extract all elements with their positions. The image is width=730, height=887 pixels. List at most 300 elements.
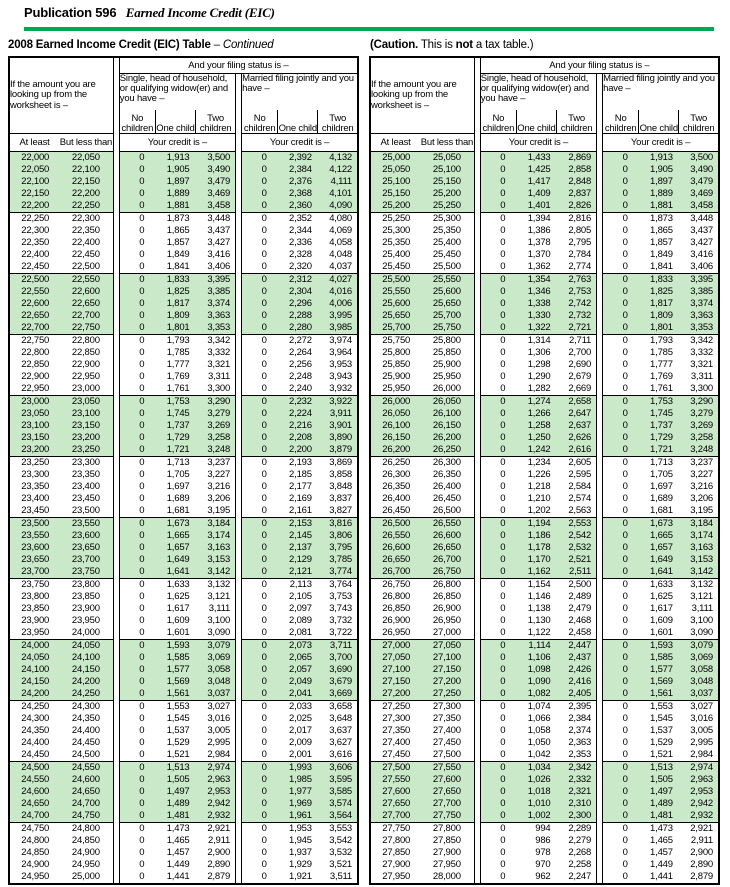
table-row: [370, 505, 719, 518]
table-row: [370, 286, 719, 298]
table-cell: 0: [261, 591, 267, 602]
table-cell: 0: [480, 274, 516, 287]
table-row: [9, 835, 358, 847]
table-row: [9, 871, 358, 884]
table-cell: 0: [603, 505, 639, 518]
table-cell: 1,721: [155, 444, 195, 457]
table-row: [370, 530, 719, 542]
table-cell: 1,681: [155, 505, 195, 518]
table-cell: 3,132: [690, 579, 713, 590]
table-cell: 0: [261, 579, 267, 590]
table-row: [9, 176, 358, 188]
table-cell: 2,001: [278, 749, 318, 762]
table-cell: 27,200: [420, 676, 474, 688]
table-cell: 25,300: [432, 213, 461, 224]
table-cell: 2,911: [208, 835, 231, 846]
table-cell: 0: [119, 505, 155, 518]
table-cell: 26,350: [382, 481, 411, 492]
table-cell: 25,200: [420, 188, 474, 200]
table-cell: 0: [480, 408, 516, 420]
table-cell: 1,849: [166, 249, 190, 260]
table-cell: 1,130: [527, 615, 551, 626]
table-cell: 2,129: [278, 554, 318, 566]
table-cell: 2,216: [278, 420, 318, 432]
table-cell: 26,400: [382, 493, 411, 504]
table-cell: 1,106: [516, 652, 556, 664]
table-cell: 27,100: [370, 664, 420, 676]
table-cell: 22,000: [9, 152, 59, 165]
table-cell: 0: [119, 652, 155, 664]
table-cell: 0: [603, 664, 639, 676]
table-cell: 23,750: [59, 566, 113, 579]
table-cell: 23,550: [9, 530, 59, 542]
table-cell: 2,616: [557, 444, 597, 457]
table-cell: 26,800: [432, 579, 461, 590]
table-cell: 3,216: [690, 481, 713, 492]
table-cell: 1,553: [650, 701, 673, 712]
table-cell: 3,690: [318, 664, 358, 676]
table-cell: 1,585: [639, 652, 679, 664]
table-cell: 26,950: [370, 627, 420, 640]
table-cell: 3,016: [690, 713, 713, 724]
table-cell: 2,320: [278, 261, 318, 274]
table-cell: 1,881: [155, 200, 195, 213]
table-cell: 2,073: [278, 640, 318, 653]
table-cell: 3,669: [318, 688, 358, 701]
table-row: [9, 420, 358, 432]
table-cell: 1,489: [155, 798, 195, 810]
table-cell: 0: [261, 469, 267, 480]
table-cell: 0: [242, 505, 278, 518]
table-cell: 3,890: [318, 432, 358, 444]
eic-table-right: [369, 56, 720, 885]
table-cell: 23,700: [9, 566, 59, 579]
table-cell: 1,577: [639, 664, 679, 676]
table-cell: 0: [119, 810, 155, 823]
table-cell: 1,401: [516, 200, 556, 213]
table-cell: 3,511: [318, 871, 358, 884]
table-cell: 3,437: [207, 225, 231, 236]
table-cell: 2,521: [557, 554, 597, 566]
table-cell: 3,553: [329, 823, 352, 834]
one-child-header: One child: [516, 110, 556, 134]
table-row: [9, 335, 358, 348]
table-cell: 1,713: [650, 457, 673, 468]
table-cell: 0: [139, 713, 145, 724]
table-cell: 2,690: [568, 359, 592, 370]
table-row: [370, 298, 719, 310]
table-cell: 2,879: [196, 871, 236, 884]
table-cell: 3,901: [318, 420, 358, 432]
table-cell: 2,304: [278, 286, 318, 298]
table-cell: 27,700: [420, 798, 474, 810]
table-cell: 2,426: [557, 664, 597, 676]
table-cell: 3,574: [318, 798, 358, 810]
table-cell: 0: [139, 603, 145, 614]
table-cell: 0: [119, 420, 155, 432]
table-cell: 27,300: [382, 713, 411, 724]
table-cell: 2,384: [568, 713, 592, 724]
table-cell: 0: [119, 518, 155, 531]
table-cell: 1,090: [516, 676, 556, 688]
table-cell: 3,184: [679, 518, 719, 531]
table-cell: 26,250: [420, 444, 474, 457]
your-credit-label: Your credit is –: [480, 134, 596, 152]
table-row: [9, 359, 358, 371]
table-cell: 27,350: [382, 725, 411, 736]
table-cell: 1,993: [278, 762, 318, 775]
table-cell: 1,641: [155, 566, 195, 579]
table-cell: 1,505: [639, 774, 679, 786]
table-cell: 25,500: [420, 261, 474, 274]
caution-label: (Caution.: [370, 39, 419, 51]
table-cell: 2,974: [679, 762, 719, 775]
table-cell: 0: [139, 347, 145, 358]
table-cell: 0: [119, 152, 155, 165]
table-cell: 0: [603, 261, 639, 274]
table-cell: 1,729: [639, 432, 679, 444]
table-row: [9, 627, 358, 640]
table-cell: 25,950: [432, 371, 461, 382]
table-row: [9, 713, 358, 725]
table-row: [9, 701, 358, 714]
table-cell: 1,641: [639, 566, 679, 579]
table-row: [370, 591, 719, 603]
table-cell: 27,650: [370, 798, 420, 810]
table-cell: 1,617: [166, 603, 190, 614]
table-cell: 2,584: [568, 481, 592, 492]
table-cell: 1,194: [516, 518, 556, 531]
table-cell: 27,850: [382, 847, 411, 858]
table-cell: 3,932: [318, 383, 358, 396]
table-cell: 1,745: [639, 408, 679, 420]
table-cell: 2,097: [289, 603, 312, 614]
table-cell: 4,058: [329, 237, 352, 248]
table-cell: 3,469: [196, 188, 236, 200]
table-cell: 1,825: [155, 286, 195, 298]
table-cell: 1,825: [639, 286, 679, 298]
table-cell: 1,274: [516, 396, 556, 409]
table-cell: 0: [500, 579, 506, 590]
table-cell: 1,457: [166, 847, 190, 858]
table-cell: 1,769: [166, 371, 190, 382]
table-cell: 3,869: [329, 457, 352, 468]
table-cell: 0: [261, 213, 267, 224]
table-cell: 0: [622, 603, 628, 614]
table-cell: 3,911: [318, 408, 358, 420]
table-cell: 1,785: [166, 347, 190, 358]
table-row: [370, 225, 719, 237]
table-cell: 2,009: [289, 737, 312, 748]
table-cell: 25,000: [59, 871, 113, 884]
table-cell: 0: [119, 688, 155, 701]
caution-end: a tax table.): [472, 39, 534, 51]
table-cell: 1,330: [516, 310, 556, 322]
table-cell: 0: [261, 835, 267, 846]
table-cell: 0: [480, 786, 516, 798]
table-cell: 24,650: [59, 786, 113, 798]
table-cell: 2,247: [557, 871, 597, 884]
table-cell: 3,237: [690, 457, 713, 468]
table-row: [9, 762, 358, 775]
table-cell: 2,816: [568, 213, 592, 224]
table-cell: 2,360: [278, 200, 318, 213]
table-cell: 1,338: [516, 298, 556, 310]
table-cell: 3,995: [318, 310, 358, 322]
table-cell: 2,089: [289, 615, 312, 626]
table-row: [370, 274, 719, 287]
table-cell: 3,121: [207, 591, 231, 602]
table-row: [370, 432, 719, 444]
table-cell: 3,427: [690, 237, 713, 248]
table-cell: 3,058: [679, 664, 719, 676]
but-less-than-header: But less than: [420, 134, 474, 152]
table-cell: 0: [242, 261, 278, 274]
table-cell: 22,100: [9, 176, 59, 188]
table-cell: 2,025: [289, 713, 312, 724]
table-cell: 24,600: [9, 786, 59, 798]
table-cell: 0: [480, 261, 516, 274]
publication-number: Publication 596: [24, 5, 117, 20]
table-cell: 0: [480, 640, 516, 653]
table-cell: 3,353: [679, 322, 719, 335]
table-cell: 24,000: [59, 627, 113, 640]
table-cell: 25,400: [382, 249, 411, 260]
table-cell: 2,921: [690, 823, 713, 834]
table-cell: 25,600: [370, 298, 420, 310]
table-cell: 2,376: [278, 176, 318, 188]
table-row: [370, 786, 719, 798]
table-cell: 26,250: [382, 457, 411, 468]
table-cell: 27,800: [382, 835, 411, 846]
table-cell: 3,943: [329, 371, 352, 382]
table-cell: 2,574: [568, 493, 592, 504]
table-cell: 0: [119, 298, 155, 310]
table-cell: 0: [603, 530, 639, 542]
table-cell: 0: [242, 383, 278, 396]
table-cell: 1,154: [527, 579, 551, 590]
table-cell: 0: [261, 237, 267, 248]
table-cell: 26,050: [420, 396, 474, 409]
table-cell: 26,750: [382, 579, 411, 590]
table-cell: 3,300: [196, 383, 236, 396]
table-cell: 26,550: [370, 530, 420, 542]
table-cell: 0: [480, 432, 516, 444]
table-cell: 25,800: [432, 335, 461, 346]
table-cell: 2,974: [196, 762, 236, 775]
table-cell: 1,969: [278, 798, 318, 810]
table-cell: 0: [603, 554, 639, 566]
table-row: [370, 408, 719, 420]
table-cell: 1,505: [155, 774, 195, 786]
table-cell: 2,763: [557, 274, 597, 287]
one-child-header: One child: [155, 110, 195, 134]
table-cell: 0: [603, 518, 639, 531]
table-cell: 1,010: [516, 798, 556, 810]
table-cell: 27,750: [382, 823, 411, 834]
table-cell: 0: [622, 213, 628, 224]
table-row: [9, 640, 358, 653]
table-cell: 0: [242, 298, 278, 310]
table-cell: 24,450: [9, 749, 59, 762]
table-cell: 26,850: [382, 603, 411, 614]
table-cell: 3,363: [196, 310, 236, 322]
table-cell: 3,985: [318, 322, 358, 335]
table-cell: 1,513: [155, 762, 195, 775]
table-cell: 0: [603, 762, 639, 775]
table-cell: 1,042: [516, 749, 556, 762]
table-cell: 1,665: [639, 530, 679, 542]
table-cell: 22,900: [71, 359, 100, 370]
no-children-header: No children: [242, 110, 278, 134]
table-cell: 1,050: [527, 737, 551, 748]
table-row: [370, 749, 719, 762]
table-cell: 0: [500, 737, 506, 748]
table-cell: 22,850: [71, 347, 100, 358]
table-cell: 25,700: [370, 322, 420, 335]
table-cell: 1,833: [155, 274, 195, 287]
table-cell: 3,479: [196, 176, 236, 188]
table-cell: 0: [139, 737, 145, 748]
table-row: [9, 749, 358, 762]
table-cell: 1,689: [650, 493, 673, 504]
table-cell: 3,005: [207, 725, 231, 736]
table-cell: 1,625: [650, 591, 673, 602]
table-cell: 3,311: [690, 371, 713, 382]
table-cell: 3,406: [196, 261, 236, 274]
table-cell: 2,563: [557, 505, 597, 518]
table-cell: 0: [500, 493, 506, 504]
table-cell: 0: [119, 396, 155, 409]
table-cell: 2,774: [557, 261, 597, 274]
table-cell: 3,743: [329, 603, 352, 614]
table-row: [9, 213, 358, 226]
table-cell: 3,290: [196, 396, 236, 409]
table-cell: 24,300: [71, 701, 100, 712]
table-cell: 0: [139, 371, 145, 382]
table-cell: 962: [516, 871, 556, 884]
table-cell: 0: [480, 554, 516, 566]
table-cell: 26,500: [420, 505, 474, 518]
table-cell: 2,185: [289, 469, 312, 480]
table-cell: 2,890: [690, 859, 713, 870]
table-cell: 2,336: [289, 237, 312, 248]
table-cell: 3,564: [318, 810, 358, 823]
table-cell: 1,481: [639, 810, 679, 823]
table-cell: 0: [480, 420, 516, 432]
table-cell: 0: [603, 444, 639, 457]
table-cell: 23,300: [21, 469, 50, 480]
table-cell: 1,529: [166, 737, 190, 748]
table-cell: 2,065: [278, 652, 318, 664]
table-cell: 3,048: [196, 676, 236, 688]
table-cell: 1,905: [155, 164, 195, 176]
table-cell: 1,370: [527, 249, 551, 260]
table-cell: 3,700: [318, 652, 358, 664]
table-cell: 3,585: [318, 786, 358, 798]
table-cell: 1,122: [516, 627, 556, 640]
table-cell: 25,000: [370, 152, 420, 165]
table-cell: 1,593: [639, 640, 679, 653]
table-cell: 0: [261, 249, 267, 260]
table-cell: 3,216: [207, 481, 231, 492]
table-cell: 25,200: [370, 200, 420, 213]
table-cell: 25,900: [432, 359, 461, 370]
table-cell: 0: [119, 664, 155, 676]
table-row: [370, 579, 719, 592]
table-row: [9, 591, 358, 603]
table-cell: 0: [500, 603, 506, 614]
table-cell: 1,210: [527, 493, 551, 504]
eic-table-left: [8, 56, 359, 885]
table-cell: 2,984: [196, 749, 236, 762]
table-cell: 1,857: [650, 237, 673, 248]
table-cell: 1,082: [516, 688, 556, 701]
table-cell: 3,774: [318, 566, 358, 579]
table-cell: 2,626: [557, 432, 597, 444]
table-cell: 24,650: [9, 798, 59, 810]
table-cell: 3,427: [207, 237, 231, 248]
table-cell: 2,942: [196, 798, 236, 810]
table-cell: 2,858: [557, 164, 597, 176]
table-cell: 25,400: [432, 237, 461, 248]
table-cell: 0: [139, 225, 145, 236]
table-cell: 3,448: [207, 213, 231, 224]
table-cell: 0: [119, 774, 155, 786]
table-cell: 0: [603, 688, 639, 701]
table-cell: 0: [119, 554, 155, 566]
table-cell: 0: [603, 298, 639, 310]
table-cell: 0: [261, 701, 267, 712]
table-cell: 26,350: [432, 469, 461, 480]
table-cell: 0: [622, 335, 628, 346]
table-cell: 26,650: [420, 542, 474, 554]
two-children-header: Two children: [318, 110, 358, 134]
table-cell: 27,950: [370, 871, 420, 884]
table-cell: 0: [261, 481, 267, 492]
table-cell: 3,363: [679, 310, 719, 322]
table-cell: 1,569: [639, 676, 679, 688]
table-cell: 0: [119, 542, 155, 554]
table-row: [370, 798, 719, 810]
table-cell: 2,169: [289, 493, 312, 504]
table-cell: 0: [603, 408, 639, 420]
table-cell: 25,450: [370, 261, 420, 274]
table-cell: 24,550: [59, 762, 113, 775]
table-cell: 3,953: [329, 359, 352, 370]
table-cell: 27,650: [420, 786, 474, 798]
table-cell: 24,700: [9, 810, 59, 823]
table-cell: 1,809: [155, 310, 195, 322]
table-cell: 3,195: [196, 505, 236, 518]
table-cell: 24,250: [59, 688, 113, 701]
table-cell: 27,750: [420, 810, 474, 823]
table-row: [370, 383, 719, 396]
table-cell: 1,689: [166, 493, 190, 504]
table-cell: 0: [622, 249, 628, 260]
table-cell: 23,850: [71, 591, 100, 602]
table-cell: 1,394: [527, 213, 551, 224]
table-cell: 23,950: [71, 615, 100, 626]
table-cell: 1,817: [639, 298, 679, 310]
table-row: [9, 225, 358, 237]
table-cell: 1,561: [155, 688, 195, 701]
table-cell: 3,248: [196, 444, 236, 457]
table-cell: 1,865: [650, 225, 673, 236]
table-cell: 1,633: [166, 579, 190, 590]
table-cell: 2,289: [568, 823, 592, 834]
table-cell: 25,550: [370, 286, 420, 298]
